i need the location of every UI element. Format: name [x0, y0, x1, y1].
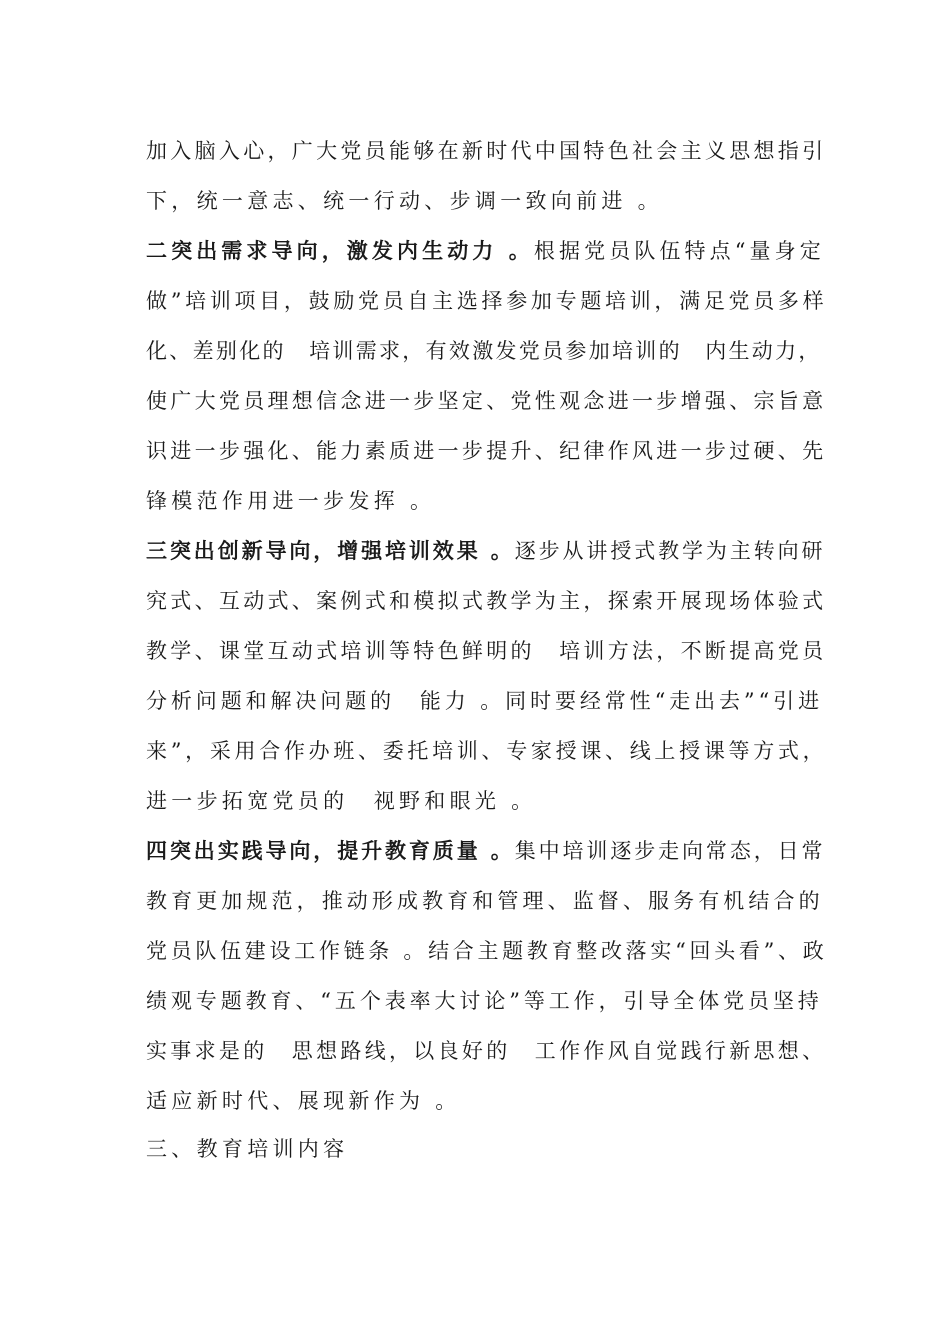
text-line-14: 进一步拓宽党员的 视野和眼光 。	[146, 789, 537, 813]
text-line-2: 下，统一意志、统一行动、步调一致向前进 。	[146, 189, 663, 213]
text-line-7: 识进一步强化、能力素质进一步提升、纪律作风进一步过硬、先	[146, 439, 827, 463]
text-line-16: 教育更加规范，推动形成教育和管理、监督、服务有机结合的	[146, 889, 824, 913]
text-line-17: 党员队伍建设工作链条 。结合主题教育整改落实“回头看”、政	[146, 939, 828, 963]
text-line-6: 使广大党员理想信念进一步坚定、党性观念进一步增强、宗旨意	[146, 389, 827, 413]
text-line-15: 四突出实践导向，提升教育质量 。集中培训逐步走向常态，日常	[146, 839, 826, 863]
chapter-heading: 三、教育培训内容	[146, 1137, 349, 1161]
section-heading-demand: 二突出需求导向，激发内生动力 。	[146, 239, 534, 263]
text-line-11: 教学、课堂互动式培训等特色鲜明的 培训方法，不断提高党员	[146, 639, 827, 663]
section-heading-practice: 四突出实践导向，提升教育质量 。	[146, 839, 515, 863]
text-line-3: 二突出需求导向，激发内生动力 。根据党员队伍特点“量身定	[146, 239, 825, 263]
text-line-1: 加入脑入心，广大党员能够在新时代中国特色社会主义思想指引	[146, 139, 827, 163]
text-line-12: 分析问题和解决问题的 能力 。同时要经常性“走出去”“引进	[146, 689, 823, 713]
text-line-10: 究式、互动式、案例式和模拟式教学为主，探索开展现场体验式	[146, 589, 827, 613]
text-line-18: 绩观专题教育、“五个表率大讨论”等工作，引导全体党员坚持	[146, 989, 823, 1013]
text-line-5: 化、差别化的 培训需求，有效激发党员参加培训的 内生动力，	[146, 339, 822, 363]
text-line-19: 实事求是的 思想路线，以良好的 工作作风自觉践行新思想、	[146, 1039, 827, 1063]
text-line-13: 来”，采用合作办班、委托培训、专家授课、线上授课等方式，	[146, 739, 828, 763]
text-line-8: 锋模范作用进一步发挥 。	[146, 489, 436, 513]
text-line-9: 三突出创新导向，增强培训效果 。逐步从讲授式教学为主转向研	[146, 539, 826, 563]
section-heading-innovation: 三突出创新导向，增强培训效果 。	[146, 539, 515, 563]
text-line-4: 做”培训项目，鼓励党员自主选择参加专题培训，满足党员多样	[146, 289, 828, 313]
text-line-20: 适应新时代、展现新作为 。	[146, 1089, 461, 1113]
